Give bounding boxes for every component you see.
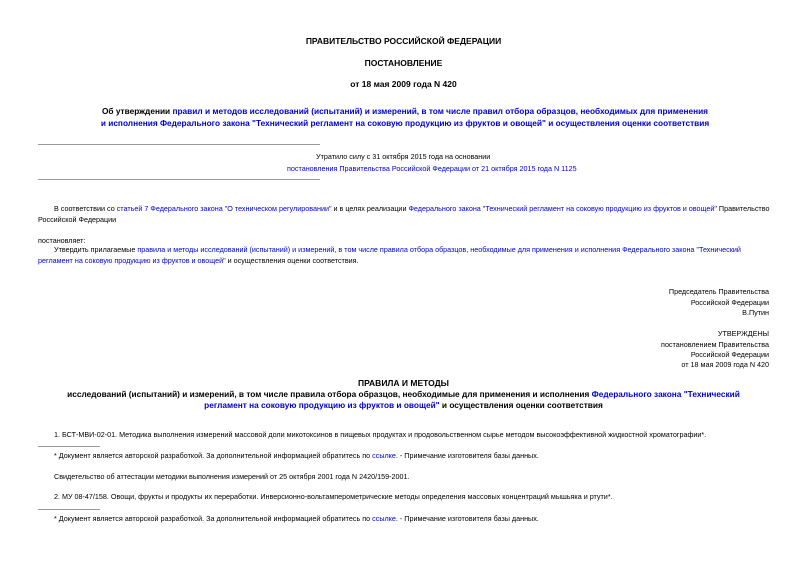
approved-by: постановлением Правительства: [661, 340, 769, 349]
footnote-link[interactable]: ссылке: [372, 514, 396, 523]
law-link-technical-regulation[interactable]: статьей 7 Федерального закона "О техническом регулировании": [116, 204, 332, 213]
signatory-country: Российской Федерации: [690, 298, 769, 307]
signatory-name: В.Путин: [742, 308, 769, 317]
document-title: [100, 105, 710, 129]
signatory-title: Председатель Правительства: [668, 287, 769, 296]
certificate-line: Свидетельство об аттестации методики выполнения измерений от 25 октября 2001 года N 2420/159-2001.: [54, 472, 410, 481]
footnote-link[interactable]: ссылке: [372, 451, 396, 460]
decree-word: постановляет:: [38, 236, 86, 245]
approve-text: и осуществления оценки соответствия.: [225, 256, 359, 265]
title-link[interactable]: правил и методов исследований (испытаний) и измерений, в том числе правил отбора образцов, необходимых для применения и исполнения Федерального закона "Технический регламент на соковую продукцию из фруктов и овощей" и осуществления оценки соответствия: [100, 106, 710, 128]
preamble-line: Российской Федерации: [38, 215, 117, 224]
list-item: 2. МУ 08-47/158. Овощи, фрукты и продукты их переработки. Инверсионно-вольтамперометрические методы определения массовых концентраций мышьяка и ртути*.: [54, 492, 613, 501]
footnote: [54, 513, 539, 525]
rules-link[interactable]: регламент на соковую продукцию из фруктов и овощей": [38, 256, 226, 265]
preamble-text: и в целях реализации: [331, 204, 409, 213]
approved-country: Российской Федерации: [690, 350, 769, 359]
government-heading: ПРАВИТЕЛЬСТВО РОССИЙСКОЙ ФЕДЕРАЦИИ: [305, 36, 502, 46]
title-prefix: Об утверждении: [101, 106, 173, 116]
footnote-divider: [38, 446, 100, 447]
list-item: 1. БСТ-МВИ-02-01. Методика выполнения измерений массовой доли микотоксинов в пищевых продуктах и продовольственном сырье методом высокоэффективной жидкостной хроматографии*.: [54, 430, 707, 439]
approve-paragraph-line2: [38, 255, 359, 267]
footnote-text: . - Примечание изготовителя базы данных.: [395, 514, 539, 523]
preamble-text: В соответствии со: [54, 204, 117, 213]
rules-subtitle: [0, 389, 807, 400]
document-type: ПОСТАНОВЛЕНИЕ: [364, 58, 443, 68]
rules-link[interactable]: правила и методы исследований (испытаний) и измерений, в том числе правила отбора образцов, необходимые для применения и исполнения Федерального закона "Технический: [137, 245, 741, 254]
approve-text: Утвердить прилагаемые: [54, 245, 138, 254]
rules-title: ПРАВИЛА И МЕТОДЫ: [358, 378, 449, 388]
document-date: от 18 мая 2009 года N 420: [350, 79, 457, 89]
footnote-text: * Документ является авторской разработкой. За дополнительной информацией обратитесь по: [54, 514, 373, 523]
approved-date: от 18 мая 2009 года N 420: [681, 360, 769, 369]
divider: [38, 179, 320, 180]
footnote-text: * Документ является авторской разработкой. За дополнительной информацией обратитесь по: [54, 451, 373, 460]
divider: [38, 144, 320, 145]
approved-label: УТВЕРЖДЕНЫ: [717, 329, 769, 338]
rules-subtitle-text: исследований (испытаний) и измерений, в том числе правила отбора образцов, необходимые для применения и исполнения: [67, 389, 592, 399]
rules-subtitle-line2: [0, 400, 807, 411]
expired-link[interactable]: постановления Правительства Российской Федерации от 21 октября 2015 года N 1125: [287, 164, 577, 173]
preamble-paragraph: [54, 203, 769, 215]
law-link-juice-regulation[interactable]: Федерального закона "Технический регламент на соковую продукцию из фруктов и овощей": [408, 204, 717, 213]
footnote-text: . - Примечание изготовителя базы данных.: [395, 451, 539, 460]
preamble-text: Правительство: [716, 204, 770, 213]
rules-subtitle-law-link[interactable]: Федерального закона "Технический: [591, 389, 740, 399]
rules-subtitle-law-link[interactable]: регламент на соковую продукцию из фруктов и овощей": [204, 400, 440, 410]
rules-subtitle-text: и осуществления оценки соответствия: [439, 400, 603, 410]
footnote: [54, 450, 539, 462]
footnote-divider: [38, 509, 100, 510]
expired-notice: Утратило силу с 31 октября 2015 года на основании: [316, 152, 491, 161]
